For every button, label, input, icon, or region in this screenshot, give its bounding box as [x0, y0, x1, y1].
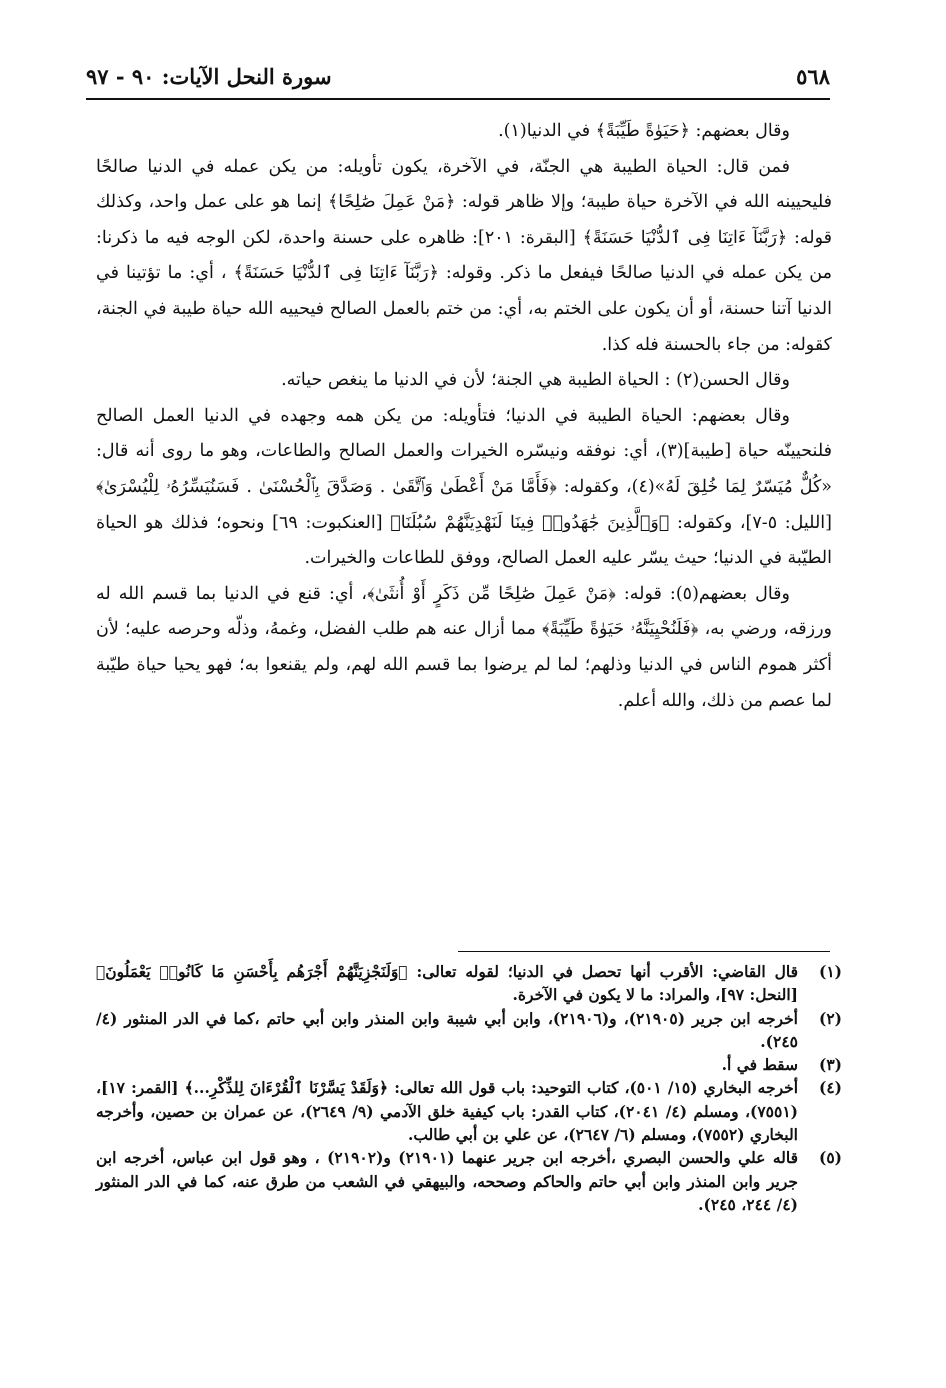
- main-text: [96, 114, 832, 719]
- page-number: ٥٦٨: [796, 64, 830, 89]
- footnote: [96, 1007, 842, 1054]
- footnote: [96, 1053, 842, 1076]
- running-header: [86, 58, 830, 98]
- footnote: [96, 1076, 842, 1146]
- footnote-text: قال القاضي: الأقرب أنها تحصل في الدنيا؛ لقوله تعالى: ﴿وَلَنَجْزِيَنَّهُمْ أَجْرَهُم بِأَحْسَنِ مَا كَانُوا۟ يَعْمَلُونَ﴾ [النحل: ٩٧]، والمراد: ما لا يكون في الآخرة.: [96, 962, 798, 1005]
- paragraph: وقال بعضهم: ﴿حَيَوٰةً طَيِّبَةً﴾ في الدنيا(١).: [498, 121, 790, 141]
- footnote: [96, 1146, 842, 1216]
- footnote-separator: [458, 951, 830, 952]
- paragraph: فمن قال: الحياة الطيبة هي الجنّة، في الآخرة، يكون تأويله: من يكن عمله في الدنيا صالحًا فليحيينه الله في الآخرة حياة طيبة؛ وإلا ظاهر قوله: ﴿مَنْ عَمِلَ صَٰلِحًا﴾ إنما هو على عمل واحد، وكذلك قوله: ﴿رَبَّنَآ ءَاتِنَا فِى ٱلدُّنْيَا حَسَنَةً﴾ [البقرة: ٢٠١]: ظاهره على حسنة واحدة، لكن الوجه فيه ما ذكرنا: من يكن عمله في الدنيا صالحًا فيفعل ما ذكر. وقوله: ﴿رَبَّنَآ ءَاتِنَا فِى ٱلدُّنْيَا حَسَنَةً﴾ ، أي: ما تؤتينا في الدنيا آتنا حسنة، أو أن يكون على الختم به، أي: من ختم بالعمل الصالح فيحييه الله حياة طيبة في الجنة، كقوله: من جاء بالحسنة فله كذا.: [96, 156, 832, 355]
- footnote-number: (٥): [818, 1148, 842, 1168]
- footnote-number: (٣): [818, 1055, 842, 1075]
- footnote-number: (٢): [818, 1008, 842, 1028]
- footnote-number: (٤): [818, 1078, 842, 1098]
- footnote-text: أخرجه ابن جرير (٢١٩٠٥)، و(٢١٩٠٦)، وابن أبي شيبة وابن المنذر وابن أبي حاتم ،كما في الدر المنثور (٤/ ٢٤٥).: [96, 1008, 798, 1051]
- footnote-text: أخرجه البخاري (١٥/ ٥٠١)، كتاب التوحيد: باب قول الله تعالى: ﴿وَلَقَدْ يَسَّرْنَا ٱلْقُرْءَانَ لِلذِّكْرِ...﴾ [القمر: ١٧]، (٧٥٥١)، ومسلم (٤/ ٢٠٤١)، كتاب القدر: باب كيفية خلق الآدمي (٩/ ٢٦٤٩)، عن عمران بن حصين، وأخرجه البخاري (٧٥٥٢)، ومسلم (٦/ ٢٦٤٧)، عن علي بن أبي طالب.: [96, 1078, 799, 1145]
- footnote: [96, 960, 842, 1007]
- footnote-number: (١): [818, 962, 842, 981]
- paragraph: وقال بعضهم(٥): قوله: ﴿مَنْ عَمِلَ صَٰلِحًا مِّن ذَكَرٍ أَوْ أُنثَىٰ﴾، أي: قنع في الدنيا بما قسم الله له ورزقه، ورضي به، ﴿فَلَنُحْيِيَنَّهُۥ حَيَوٰةً طَيِّبَةً﴾ مما أزال عنه هم طلب الفضل، وغمهُ، وذلّه وحرصه عليه؛ لأن أكثر هموم الناس في الدنيا وذلهم؛ لما لم يرضوا بما قسم الله لهم، ولم يقنعوا به؛ فهو يحيا حياة طيّبة لما عصم من ذلك، والله أعلم.: [96, 583, 832, 711]
- surah-title: سورة النحل الآيات: ٩٠ - ٩٧: [86, 64, 332, 89]
- footnote-text: سقط في أ.: [721, 1055, 798, 1075]
- paragraph: وقال الحسن(٢) : الحياة الطيبة هي الجنة؛ لأن في الدنيا ما ينغص حياته.: [281, 370, 790, 391]
- header-rule: [86, 98, 830, 100]
- footnotes: [96, 960, 842, 1216]
- footnote-text: قاله علي والحسن البصري ،أخرجه ابن جرير عنهما (٢١٩٠١) و(٢١٩٠٢) ، وهو قول ابن عباس، أخرجه ابن جرير وابن المنذر وابن أبي حاتم والحاكم وصححه، والبيهقي في الشعب من طرق عنه، كما في الدر المنثور (٤/ ٢٤٤، ٢٤٥).: [96, 1148, 798, 1214]
- paragraph: وقال بعضهم: الحياة الطيبة في الدنيا؛ فتأويله: من يكن همه وجهده في الدنيا العمل الصالح فلنحيينّه حياة [طيبة](٣)، أي: نوفقه ونيسّره الخيرات والعمل الصالح والطاعات، وهو ما روى أنه قال: «كُلٌّ مُيَسّرٌ لِمَا خُلِقَ لَهُ»(٤)، وكقوله: ﴿فَأَمَّا مَنْ أَعْطَىٰ وَٱتَّقَىٰ . وَصَدَّقَ بِٱلْحُسْنَىٰ . فَسَنُيَسِّرُهُۥ لِلْيُسْرَىٰ﴾ [الليل: ٥-٧]، وكقوله: ﴿وَٱلَّذِينَ جَٰهَدُوا۟ فِينَا لَنَهْدِيَنَّهُمْ سُبُلَنَا﴾ [العنكبوت: ٦٩] ونحوه؛ فذلك هو الحياة الطيّبة في الدنيا؛ حيث يسّر عليه العمل الصالح، ووفق للطاعات والخيرات.: [96, 405, 833, 569]
